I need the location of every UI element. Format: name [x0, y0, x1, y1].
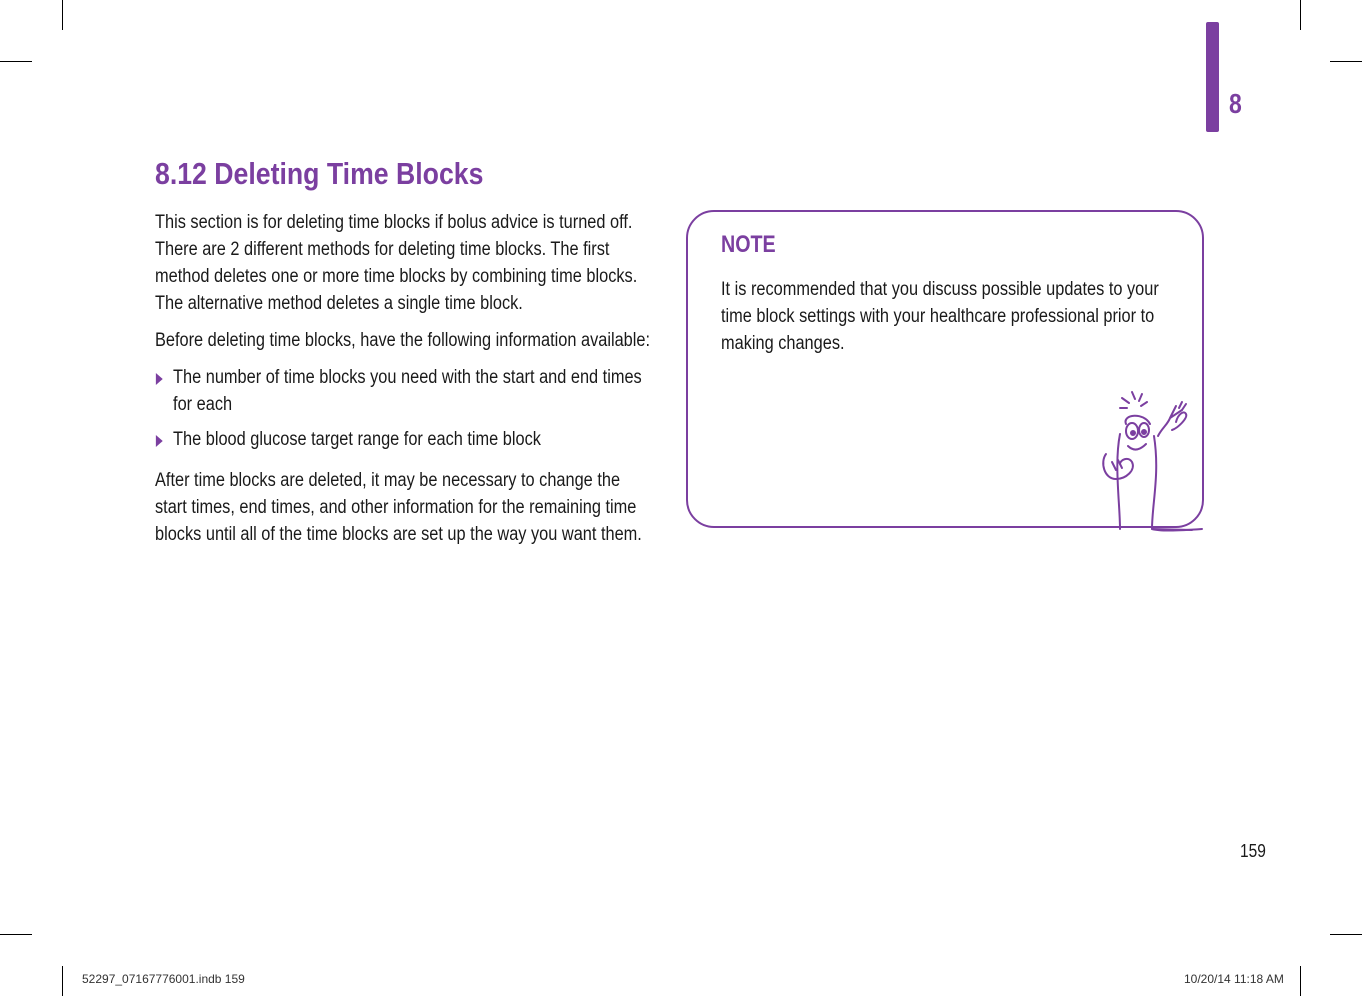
bullet-arrow-icon	[156, 435, 163, 447]
list-item-text: The blood glucose target range for each time block	[173, 429, 541, 450]
section-title: 8.12 Deleting Time Blocks	[155, 156, 484, 191]
bullet-list	[155, 364, 654, 453]
crop-mark	[0, 61, 32, 62]
page-number: 159	[1240, 841, 1266, 861]
body-column	[155, 209, 654, 558]
slug-right: 10/20/14 11:18 AM	[1184, 972, 1284, 986]
slug-left: 52297_07167776001.indb 159	[82, 972, 245, 986]
crop-mark	[1300, 966, 1301, 996]
crop-mark	[62, 0, 63, 30]
note-text: It is recommended that you discuss possible updates to your time block settings with your healthcare professional prior to making changes.	[721, 279, 1159, 354]
mascot-illustration	[1092, 384, 1212, 534]
crop-mark	[62, 966, 63, 996]
list-item	[155, 426, 654, 453]
list-item	[155, 364, 654, 418]
list-item-text: The number of time blocks you need with the start and end times for each	[173, 367, 642, 415]
note-label: NOTE	[721, 231, 776, 258]
prerequisites-paragraph: Before deleting time blocks, have the following information available:	[155, 330, 651, 351]
crop-mark	[1300, 0, 1301, 30]
chapter-tab-bar	[1206, 22, 1219, 132]
crop-mark	[1330, 61, 1362, 62]
bullet-arrow-icon	[156, 373, 163, 385]
closing-paragraph: After time blocks are deleted, it may be necessary to change the start times, end times, and other information for the remaining time blocks until all of the time blocks are set up the way you want them.	[155, 470, 642, 545]
crop-mark	[0, 934, 32, 935]
crop-mark	[1330, 934, 1362, 935]
intro-paragraph: This section is for deleting time blocks if bolus advice is turned off. There are 2 different methods for deleting time blocks. The first method deletes one or more time blocks by combining time blocks. The alternative method deletes a single time block.	[155, 212, 638, 314]
chapter-number: 8	[1229, 88, 1242, 119]
